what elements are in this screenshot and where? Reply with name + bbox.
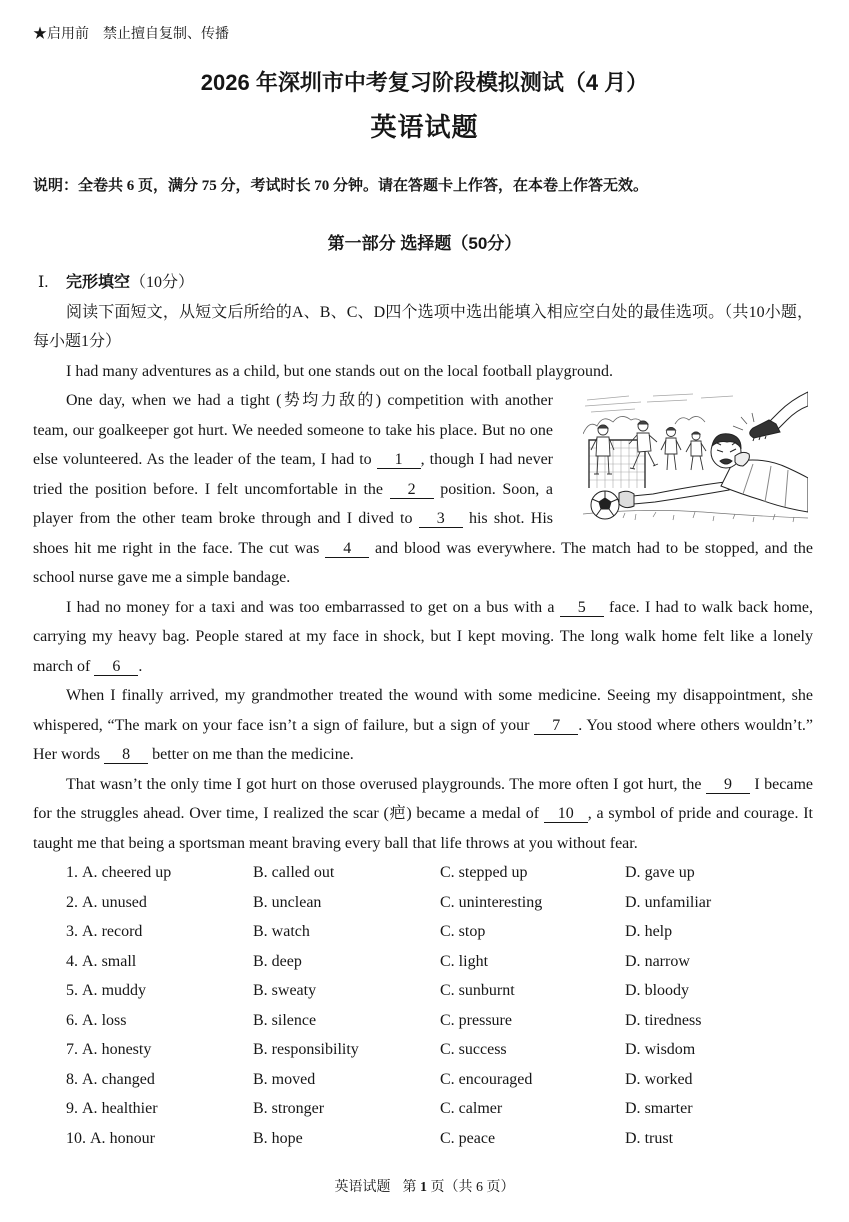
option-text: moved bbox=[271, 1070, 316, 1088]
blank-2: 2 bbox=[390, 481, 434, 499]
blank-9: 9 bbox=[706, 776, 750, 794]
option-label: C. bbox=[440, 1011, 455, 1029]
illustration-goalkeeper bbox=[553, 386, 813, 533]
option-label: D. bbox=[625, 1129, 641, 1147]
question-row bbox=[33, 976, 813, 1006]
option-text: stronger bbox=[271, 1100, 325, 1117]
option-text: record bbox=[101, 923, 143, 940]
passage-paragraph-5 bbox=[33, 770, 813, 859]
option-text: silence bbox=[271, 1011, 317, 1029]
exam-instructions: 说明：全卷共 6 页，满分 75 分，考试时长 70 分钟。请在答题卡上作答，在本卷上作答无效。 bbox=[33, 178, 649, 194]
option-text: success bbox=[458, 1041, 507, 1058]
option-a bbox=[66, 1065, 253, 1095]
passage-text: better on me than the medicine. bbox=[148, 746, 354, 763]
option-text: tiredness bbox=[644, 1011, 702, 1029]
soccer-ball bbox=[591, 491, 619, 519]
background-player bbox=[686, 432, 706, 470]
blank-3: 3 bbox=[419, 510, 463, 528]
option-a bbox=[66, 888, 253, 918]
option-text: calmer bbox=[458, 1100, 503, 1117]
option-text: watch bbox=[271, 923, 310, 940]
question-number: 5. bbox=[66, 982, 78, 999]
option-d bbox=[625, 976, 813, 1006]
option-text: cheered up bbox=[101, 864, 172, 881]
question-number: 10. bbox=[66, 1129, 86, 1147]
option-a bbox=[66, 1124, 253, 1154]
option-b bbox=[253, 1035, 440, 1065]
option-label: D. bbox=[625, 893, 641, 911]
option-a bbox=[66, 947, 253, 977]
option-d bbox=[625, 917, 813, 947]
option-c bbox=[440, 917, 625, 947]
option-d bbox=[625, 1035, 813, 1065]
passage-text: I had no money for a taxi and was too embarrassed to get on a bus with a bbox=[66, 598, 560, 616]
question-number: 2. bbox=[66, 893, 78, 911]
blank-6: 6 bbox=[94, 658, 138, 676]
option-label: D. bbox=[625, 864, 641, 881]
option-text: loss bbox=[101, 1011, 127, 1029]
passage-paragraph-4 bbox=[33, 681, 813, 770]
question-number: 4. bbox=[66, 952, 78, 970]
option-label: B. bbox=[253, 893, 268, 911]
option-text: gave up bbox=[644, 864, 695, 881]
option-c bbox=[440, 947, 625, 977]
blank-4: 4 bbox=[325, 540, 369, 558]
blank-7: 7 bbox=[534, 717, 578, 735]
option-label: A. bbox=[82, 952, 98, 970]
option-label: A. bbox=[82, 1041, 98, 1058]
option-label: A. bbox=[82, 1100, 98, 1117]
question-number: 6. bbox=[66, 1011, 78, 1029]
question-row bbox=[33, 917, 813, 947]
page-footer bbox=[0, 1179, 849, 1197]
option-text: narrow bbox=[644, 952, 690, 970]
question-number: 1. bbox=[66, 864, 78, 881]
option-text: honour bbox=[109, 1129, 155, 1147]
footer-page-suffix: 页（共 6 页） bbox=[427, 1180, 515, 1195]
option-label: B. bbox=[253, 1041, 268, 1058]
blank-10: 10 bbox=[544, 805, 588, 823]
passage-text: position. Soon, a player from the other team broke through and I dived to bbox=[33, 480, 554, 527]
background-player bbox=[661, 428, 681, 471]
option-text: pressure bbox=[458, 1011, 512, 1029]
option-label: B. bbox=[253, 923, 268, 940]
background-player bbox=[629, 421, 658, 469]
option-b bbox=[253, 1006, 440, 1036]
confidentiality-note: ★启用前 禁止擅自复制、传播 bbox=[33, 27, 229, 42]
option-label: B. bbox=[253, 952, 268, 970]
option-d bbox=[625, 858, 813, 888]
option-b bbox=[253, 1065, 440, 1095]
option-d bbox=[625, 1006, 813, 1036]
goalkeeper-sketch bbox=[583, 390, 808, 525]
option-c bbox=[440, 1006, 625, 1036]
option-label: C. bbox=[440, 923, 455, 940]
option-label: D. bbox=[625, 923, 641, 940]
option-label: D. bbox=[625, 1041, 641, 1058]
question-row bbox=[33, 1035, 813, 1065]
striker-leg bbox=[750, 392, 808, 441]
blank-8: 8 bbox=[104, 746, 148, 764]
passage-text: That wasn’t the only time I got hurt on those overused playgrounds. The more often I got hurt, the bbox=[66, 775, 706, 793]
option-d bbox=[625, 947, 813, 977]
passage-text: face. I had to walk back home, carrying my heavy bag. People stared at my face in shock, but I kept moving. The long walk home felt like a lonely march of bbox=[33, 598, 814, 675]
option-label: A. bbox=[82, 893, 98, 911]
background-player bbox=[591, 425, 614, 474]
passage-paragraph-3 bbox=[33, 593, 813, 682]
impact-lines bbox=[733, 413, 754, 430]
passage-text: . bbox=[138, 657, 143, 675]
option-d bbox=[625, 1124, 813, 1154]
option-label: A. bbox=[82, 1070, 98, 1088]
option-c bbox=[440, 1094, 625, 1124]
question-row bbox=[33, 1124, 813, 1154]
question-number: 7. bbox=[66, 1041, 78, 1058]
option-text: stop bbox=[458, 923, 486, 940]
passage-text: When I finally arrived, my grandmother treated the wound with some medicine. Seeing my disappointment, she whispered, “The mark on your face isn’t a sign of failure, but a sign of your bbox=[33, 687, 813, 734]
option-text: wisdom bbox=[644, 1041, 696, 1058]
footer-page-number: 1 bbox=[420, 1180, 427, 1195]
option-label: B. bbox=[253, 1070, 268, 1088]
option-label: B. bbox=[253, 982, 268, 999]
question-row bbox=[33, 1065, 813, 1095]
option-b bbox=[253, 947, 440, 977]
option-label: C. bbox=[440, 1041, 455, 1058]
option-text: encouraged bbox=[458, 1070, 533, 1088]
passage-text: his shot. His shoes hit me right in the face. The cut was bbox=[33, 510, 554, 557]
passage-paragraph-1 bbox=[33, 357, 813, 387]
option-text: unfamiliar bbox=[644, 893, 712, 911]
option-text: changed bbox=[101, 1070, 155, 1088]
option-label: D. bbox=[625, 1070, 641, 1088]
option-label: D. bbox=[625, 1100, 641, 1117]
option-c bbox=[440, 1124, 625, 1154]
option-label: B. bbox=[253, 864, 268, 881]
section-directions: 阅读下面短文，从短文后所给的A、B、C、D四个选项中选出能填入相应空白处的最佳选项。（共10小题，每小题1分） bbox=[33, 303, 813, 350]
cloze-passage bbox=[33, 357, 813, 859]
option-label: A. bbox=[82, 982, 98, 999]
option-d bbox=[625, 1065, 813, 1095]
option-a bbox=[66, 1006, 253, 1036]
blank-5: 5 bbox=[560, 599, 604, 617]
option-b bbox=[253, 858, 440, 888]
question-row bbox=[33, 947, 813, 977]
passage-text: , a symbol of pride and courage. It taught me that being a sportsman meant braving every ball that life throws at you without fear. bbox=[33, 805, 813, 852]
option-text: smarter bbox=[644, 1100, 693, 1117]
option-label: C. bbox=[440, 1070, 455, 1088]
option-text: light bbox=[458, 952, 489, 970]
option-text: muddy bbox=[101, 982, 147, 999]
option-text: sweaty bbox=[271, 982, 317, 999]
option-text: peace bbox=[458, 1129, 496, 1147]
option-text: healthier bbox=[101, 1100, 158, 1117]
option-label: B. bbox=[253, 1011, 268, 1029]
question-number: 9. bbox=[66, 1100, 78, 1117]
section-cloze bbox=[33, 268, 813, 1153]
option-text: called out bbox=[271, 864, 335, 881]
question-row bbox=[33, 1094, 813, 1124]
passage-paragraph-2 bbox=[33, 386, 813, 593]
part-title: 第一部分 选择题（50分） bbox=[327, 234, 522, 253]
footer-page-prefix: 第 bbox=[402, 1180, 420, 1195]
option-d bbox=[625, 1094, 813, 1124]
option-text: trust bbox=[644, 1129, 674, 1147]
option-a bbox=[66, 1094, 253, 1124]
option-label: A. bbox=[82, 864, 98, 881]
option-b bbox=[253, 917, 440, 947]
option-label: D. bbox=[625, 1011, 641, 1029]
option-label: A. bbox=[82, 1011, 98, 1029]
option-text: responsibility bbox=[271, 1041, 359, 1058]
option-text: unclean bbox=[271, 893, 322, 911]
option-c bbox=[440, 1035, 625, 1065]
option-text: unused bbox=[101, 893, 147, 911]
question-number: 3. bbox=[66, 923, 78, 940]
option-label: C. bbox=[440, 893, 455, 911]
answer-options bbox=[33, 858, 813, 1153]
passage-text: . You stood where others wouldn’t.” Her words bbox=[33, 716, 813, 763]
option-b bbox=[253, 976, 440, 1006]
question-row bbox=[33, 858, 813, 888]
option-label: C. bbox=[440, 1100, 455, 1117]
option-text: sunburnt bbox=[458, 982, 515, 999]
section-number: Ⅰ. bbox=[38, 274, 49, 291]
option-b bbox=[253, 1124, 440, 1154]
option-label: C. bbox=[440, 1129, 455, 1147]
question-number: 8. bbox=[66, 1070, 78, 1088]
option-d bbox=[625, 888, 813, 918]
option-c bbox=[440, 976, 625, 1006]
footer-subject: 英语试题 bbox=[334, 1180, 391, 1195]
option-label: D. bbox=[625, 952, 641, 970]
background-sky-strokes bbox=[585, 394, 733, 412]
option-text: honesty bbox=[101, 1041, 152, 1058]
option-text: small bbox=[101, 952, 137, 970]
section-title: 完形填空 bbox=[66, 274, 131, 291]
option-label: C. bbox=[440, 864, 455, 881]
option-a bbox=[66, 917, 253, 947]
option-c bbox=[440, 888, 625, 918]
section-points: （10分） bbox=[130, 274, 195, 291]
option-b bbox=[253, 888, 440, 918]
option-text: worked bbox=[644, 1070, 693, 1088]
option-label: C. bbox=[440, 952, 455, 970]
question-row bbox=[33, 888, 813, 918]
option-text: uninteresting bbox=[458, 893, 543, 911]
option-a bbox=[66, 976, 253, 1006]
passage-text: and blood was everywhere. The match had to be stopped, and the school nurse gave me a simple bandage. bbox=[33, 539, 814, 586]
blank-1: 1 bbox=[377, 451, 421, 469]
passage-text: I had many adventures as a child, but one stands out on the local football playground. bbox=[66, 362, 613, 380]
question-row bbox=[33, 1006, 813, 1036]
option-b bbox=[253, 1094, 440, 1124]
option-text: stepped up bbox=[458, 864, 528, 881]
option-label: D. bbox=[625, 982, 641, 999]
passage-text: I became for the struggles ahead. Over time, I realized the scar (疤) became a medal of bbox=[33, 775, 813, 822]
option-label: B. bbox=[253, 1129, 268, 1147]
option-text: hope bbox=[271, 1129, 303, 1147]
exam-subject-title: 英语试题 bbox=[370, 113, 479, 142]
option-c bbox=[440, 1065, 625, 1095]
passage-text: , though I had never tried the position before. I felt uncomfortable in the bbox=[33, 451, 554, 498]
option-text: bloody bbox=[644, 982, 690, 999]
option-c bbox=[440, 858, 625, 888]
option-text: help bbox=[644, 923, 673, 940]
option-a bbox=[66, 858, 253, 888]
option-label: A. bbox=[82, 923, 98, 940]
exam-title: 2026 年深圳市中考复习阶段模拟测试（4 月） bbox=[200, 70, 649, 95]
option-a bbox=[66, 1035, 253, 1065]
section-heading bbox=[33, 268, 813, 298]
passage-text: One day, when we had a tight (势均力敌的) competition with another team, our goalkeeper got hurt. We needed someone to take his place. But no one else volunteered. As the leader of the team, I had to bbox=[33, 392, 553, 468]
option-label: C. bbox=[440, 982, 455, 999]
option-label: B. bbox=[253, 1100, 268, 1117]
option-text: deep bbox=[271, 952, 302, 970]
option-label: A. bbox=[90, 1129, 106, 1147]
